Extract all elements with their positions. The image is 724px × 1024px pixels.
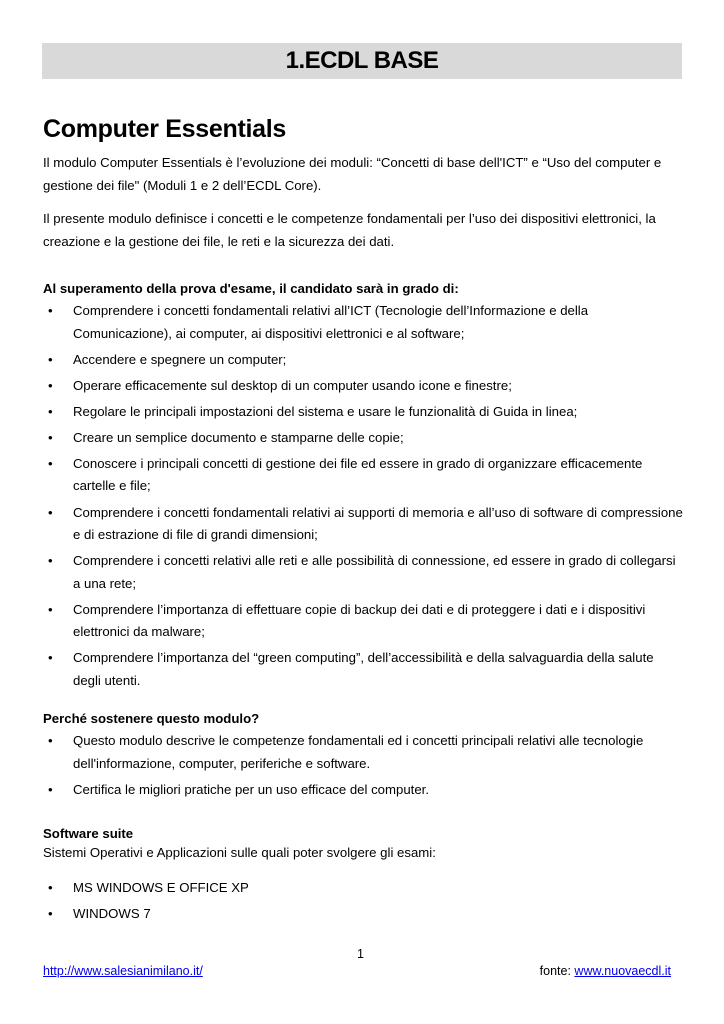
second-paragraph: Il presente modulo definisce i concetti e le competenze fondamentali per l’uso dei dispositivi elettronici, la creazione e la gestione dei file, le reti e la sicurezza dei dati. xyxy=(43,211,656,249)
list-item: • Comprendere i concetti fondamentali relativi all’ICT (Tecnologie dell’Informazione e della Comunicazione), ai computer, ai dispositivi elettronici e al software; xyxy=(43,300,683,345)
list-item: • Conoscere i principali concetti di gestione dei file ed essere in grado di organizzare efficacemente cartelle e file; xyxy=(43,453,683,498)
software-list xyxy=(43,877,683,929)
intro-paragraph: Il modulo Computer Essentials è l’evoluzione dei moduli: “Concetti di base dell'ICT” e “Uso del computer e gestione dei file" (Moduli 1 e 2 dell’ECDL Core). xyxy=(43,155,662,193)
source-label: fonte: xyxy=(539,964,571,978)
document-title-bar xyxy=(42,43,682,79)
list-item: • Accendere e spegnere un computer; xyxy=(43,349,683,372)
section-heading: Computer Essentials xyxy=(43,115,286,143)
list-item: • Operare efficacemente sul desktop di un computer usando icone e finestre; xyxy=(43,375,683,398)
why-list xyxy=(43,730,683,805)
list-item: • Comprendere l’importanza del “green computing”, dell’accessibilità e della salvaguardia della salute degli utenti. xyxy=(43,647,683,692)
software-intro: Sistemi Operativi e Applicazioni sulle quali poter svolgere gli esami: xyxy=(43,845,436,860)
nuovaecdl-link[interactable]: www.nuovaecdl.it xyxy=(574,964,671,978)
skills-list xyxy=(43,300,683,696)
salesiani-link[interactable]: http://www.salesianimilano.it/ xyxy=(43,964,203,978)
source-credit xyxy=(540,964,671,978)
page-number: 1 xyxy=(357,947,364,961)
list-item: • Regolare le principali impostazioni del sistema e usare le funzionalità di Guida in linea; xyxy=(43,401,683,424)
list-item: • Questo modulo descrive le competenze fondamentali ed i concetti principali relativi alle tecnologie dell'informazione, computer, periferiche e software. xyxy=(43,730,683,775)
list-item: • Certifica le migliori pratiche per un uso efficace del computer. xyxy=(43,779,683,802)
skills-heading: Al superamento della prova d'esame, il candidato sarà in grado di: xyxy=(43,281,459,296)
list-item: • Comprendere i concetti relativi alle reti e alle possibilità di connessione, ed essere in grado di collegarsi a una rete; xyxy=(43,550,683,595)
software-heading: Software suite xyxy=(43,826,134,841)
list-item: • Comprendere i concetti fondamentali relativi ai supporti di memoria e all’uso di software di compressione e di estrazione di file di grandi dimensioni; xyxy=(43,502,683,547)
list-item: • Comprendere l’importanza di effettuare copie di backup dei dati e di proteggere i dati e i dispositivi elettronici da malware; xyxy=(43,599,683,644)
why-heading: Perché sostenere questo modulo? xyxy=(43,711,260,726)
list-item: • WINDOWS 7 xyxy=(43,903,683,926)
list-item: • MS WINDOWS E OFFICE XP xyxy=(43,877,683,900)
document-title: 1.ECDL BASE xyxy=(285,47,439,74)
list-item: • Creare un semplice documento e stamparne delle copie; xyxy=(43,427,683,450)
